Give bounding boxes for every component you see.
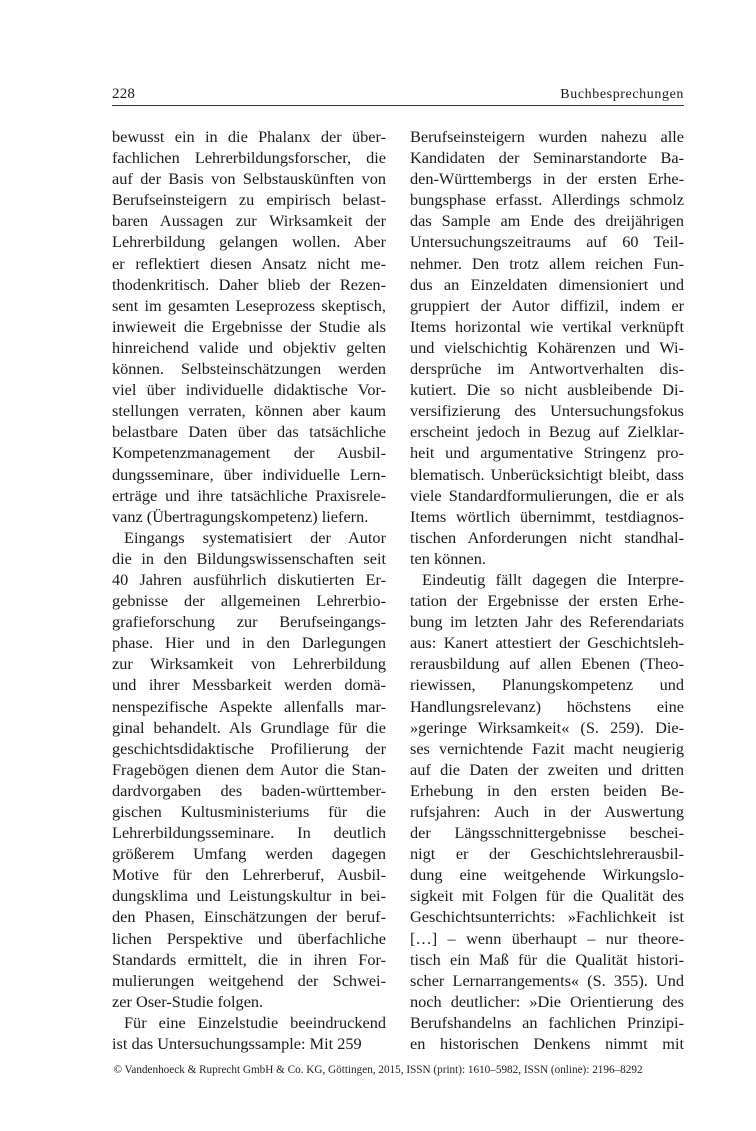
text-line: Kandidaten der Seminarstandorte Ba- <box>410 148 684 168</box>
text-line: scher Lernarrangements« (S. 355). Und <box>410 970 684 990</box>
text-line: belastbare Daten über das tatsächliche <box>112 422 386 442</box>
text-line: der Längsschnittergebnisse beschei- <box>410 823 684 843</box>
text-line: phase. Hier und in den Darlegungen <box>112 633 386 653</box>
text-line: inwieweit die Ergebnisse der Studie als <box>112 316 386 336</box>
text-line: dungsklima und Leistungskultur in bei- <box>112 886 386 906</box>
text-line: nigt er der Geschichtslehrerausbil- <box>410 844 684 864</box>
text-line: dersprüche im Antwortverhalten dis- <box>410 359 684 379</box>
text-column-left <box>112 126 386 1054</box>
text-line: die in den Bildungswissenschaften seit <box>112 548 386 568</box>
text-line: zer Oser-Studie folgen. <box>112 991 264 1011</box>
text-line: erscheint jedoch in Bezug auf Zielklar- <box>410 422 684 442</box>
text-line: ses vernichtende Fazit macht neugierig <box>410 738 684 758</box>
text-line: Items wörtlich übernimmt, testdiagnos- <box>410 506 684 526</box>
text-line: größerem Umfang werden dagegen <box>112 844 386 864</box>
text-line: viel über individuelle didaktische Vor- <box>112 380 386 400</box>
text-line: gebnisse der allgemeinen Lehrerbio- <box>112 591 386 611</box>
text-line: grafieforschung zur Berufseingangs- <box>112 612 386 632</box>
text-line: aus: Kanert attestiert der Geschichtsleh- <box>410 633 684 653</box>
text-line: rufsjahren: Auch in der Auswertung <box>410 802 684 821</box>
text-line: […] – wenn überhaupt – nur theore- <box>410 928 684 948</box>
text-line: kutiert. Die so nicht ausbleibende Di- <box>410 380 684 400</box>
text-line: ten können. <box>410 548 486 568</box>
text-line: Berufseinsteigern wurden nahezu alle <box>410 127 684 146</box>
text-line: bung im letzten Jahr des Referendariats <box>410 612 684 632</box>
text-line: den Phasen, Einschätzungen der beruf- <box>112 907 386 927</box>
text-line: dung eine weitgehende Wirkungslo- <box>410 865 684 885</box>
text-line: und ihrer Messbarkeit werden domä- <box>112 675 386 695</box>
text-line: Berufshandelns an fachlichen Prinzipi- <box>410 1012 684 1032</box>
running-head: Buchbesprechungen <box>560 87 684 102</box>
text-line: rerausbildung auf allen Ebenen (Theo- <box>410 654 684 674</box>
text-line: lichen Perspektive und überfachliche <box>112 928 386 948</box>
text-line: heit und argumentative Stringenz pro- <box>410 443 684 463</box>
text-line: und vielschichtig Kohärenzen und Wi- <box>410 337 684 357</box>
text-line: Eingangs systematisiert der Autor <box>124 527 386 547</box>
text-line: Motive für den Lehrerberuf, Ausbil- <box>112 865 386 885</box>
text-line: vanz (Übertragungskompetenz) liefern. <box>112 506 369 526</box>
text-line: stellungen verraten, können aber kaum <box>112 401 386 421</box>
text-line: baren Aussagen zur Wirksamkeit der <box>112 211 386 231</box>
text-line: sent im gesamten Leseprozess skeptisch, <box>112 295 386 315</box>
text-line: dungsseminare, über individuelle Lern- <box>112 464 386 484</box>
text-line: fachlichen Lehrerbildungsforscher, die <box>112 148 386 168</box>
text-line: zur Wirksamkeit von Lehrerbildung <box>112 654 386 674</box>
text-line: versifizierung des Untersuchungsfokus <box>410 401 684 421</box>
copyright-footer: © Vandenhoeck & Ruprecht GmbH & Co. KG, Göttingen, 2015, ISSN (print): 1610–5982, ISSN (online): 2196–8292 <box>113 1064 643 1076</box>
text-line: auf der Basis von Selbstauskünften von <box>112 169 386 189</box>
text-line: Items horizontal wie vertikal verknüpft <box>410 316 684 336</box>
text-line: ist das Untersuchungssample: Mit 259 <box>112 1034 362 1054</box>
text-line: Untersuchungszeitraums auf 60 Teil- <box>410 232 684 252</box>
text-line: tisch ein Maß für die Qualität histori- <box>410 949 684 969</box>
text-line: nenspezifische Aspekte allenfalls mar- <box>112 696 386 716</box>
text-column-right <box>410 126 684 1054</box>
text-line: viele Standardformulierungen, die er als <box>410 485 684 505</box>
text-line: können. Selbsteinschätzungen werden <box>112 359 386 379</box>
text-line: Berufseinsteigern zu empirisch belast- <box>112 190 386 210</box>
text-line: dardvorgaben des baden-württember- <box>112 780 386 800</box>
text-line: ginal behandelt. Als Grundlage für die <box>112 717 386 737</box>
text-line: sigkeit mit Folgen für die Qualität des <box>410 886 684 906</box>
text-line: er reflektiert diesen Ansatz nicht me- <box>112 253 386 273</box>
text-line: Geschichtsunterrichts: »Fachlichkeit ist <box>410 907 684 927</box>
text-line: tation der Ergebnisse der ersten Erhe- <box>410 591 684 611</box>
text-line: Handlungsrelevanz) höchstens eine <box>410 696 684 716</box>
text-line: Für eine Einzelstudie beeindruckend <box>124 1012 386 1032</box>
text-line: den-Württembergs in der ersten Erhe- <box>410 169 684 189</box>
text-line: geschichtsdidaktische Profilierung der <box>112 738 386 758</box>
text-line: thodenkritisch. Daher blieb der Rezen- <box>112 274 386 294</box>
text-line: blematisch. Unberücksichtigt bleibt, dass <box>410 464 684 484</box>
text-line: noch deutlicher: »Die Orientierung des <box>410 991 684 1011</box>
text-line: Lehrerbildungsseminare. In deutlich <box>112 823 386 843</box>
text-line: gischen Kultusministeriums für die <box>112 802 386 821</box>
page-header <box>112 86 684 106</box>
text-line: Standards ermittelt, die in ihren For- <box>112 949 386 969</box>
text-line: Erhebung in den ersten beiden Be- <box>410 780 684 800</box>
text-line: tischen Anforderungen nicht standhal- <box>410 527 684 547</box>
text-line: Fragebögen dienen dem Autor die Stan- <box>112 759 386 779</box>
text-line: Kompetenzmanagement der Ausbil- <box>112 443 386 463</box>
page-number: 228 <box>112 86 136 102</box>
text-line: Lehrerbildung gelangen wollen. Aber <box>112 232 386 252</box>
text-line: en historischen Denkens nimmt mit <box>410 1034 684 1054</box>
text-line: gruppiert der Autor diffizil, indem er <box>410 295 684 315</box>
text-line: »geringe Wirksamkeit« (S. 259). Die- <box>410 717 684 737</box>
text-line: riewissen, Planungskompetenz und <box>410 675 684 695</box>
text-line: Eindeutig fällt dagegen die Interpre- <box>422 569 684 589</box>
text-line: das Sample am Ende des dreijährigen <box>410 211 684 231</box>
text-line: dus an Einzeldaten dimensioniert und <box>410 274 684 294</box>
text-line: mulierungen weitgehend der Schwei- <box>112 970 386 990</box>
text-line: erträge und ihre tatsächliche Praxisrele- <box>112 485 386 505</box>
text-line: 40 Jahren ausführlich diskutierten Er- <box>112 569 386 589</box>
text-line: nehmer. Den trotz allem reichen Fun- <box>410 253 684 273</box>
text-line: bewusst ein in die Phalanx der über- <box>112 127 386 146</box>
text-line: auf die Daten der zweiten und dritten <box>410 759 684 779</box>
text-line: bungsphase erfasst. Allerdings schmolz <box>410 190 684 210</box>
text-line: hinreichend valide und objektiv gelten <box>112 337 386 357</box>
